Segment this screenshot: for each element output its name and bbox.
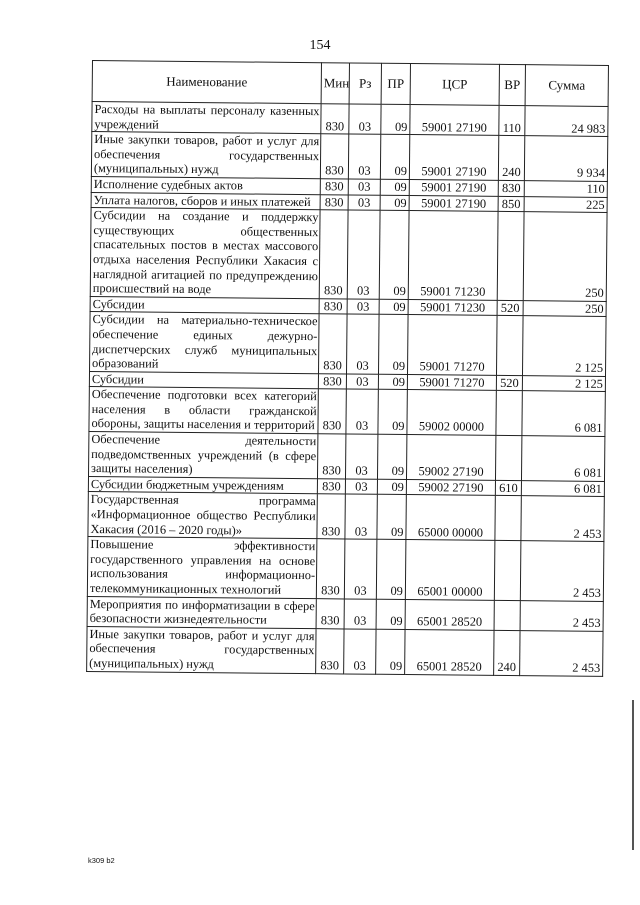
cell-pr: 09	[380, 134, 409, 179]
cell-csr: 59001 71230	[408, 211, 498, 300]
cell-vr: 830	[498, 180, 524, 196]
cell-pr: 09	[378, 374, 407, 390]
header-rz: Рз	[349, 63, 381, 104]
cell-rz: 03	[349, 104, 381, 134]
cell-rz: 03	[347, 299, 379, 315]
cell-vr: 520	[496, 375, 522, 391]
cell-min: 830	[319, 298, 347, 314]
cell-vr	[495, 435, 521, 480]
header-csr: ЦСР	[410, 64, 499, 106]
cell-sum: 110	[524, 181, 607, 197]
cell-name: Уплата налогов, сборов и иных платежей	[91, 192, 320, 210]
cell-name: Субсидии	[89, 371, 318, 389]
cell-min: 830	[319, 314, 348, 374]
cell-vr	[494, 600, 520, 630]
cell-vr: 850	[498, 196, 524, 212]
cell-sum: 6 081	[522, 391, 605, 437]
table-row	[91, 132, 607, 182]
cell-min: 830	[317, 494, 345, 539]
cell-vr: 240	[494, 630, 520, 675]
cell-name: Субсидии	[90, 296, 319, 314]
cell-rz: 03	[348, 195, 380, 211]
cell-vr: 520	[497, 300, 523, 316]
cell-min: 830	[321, 104, 349, 134]
cell-min: 830	[320, 134, 348, 179]
cell-rz: 03	[346, 374, 378, 390]
cell-csr: 59002 27190	[406, 435, 495, 481]
cell-csr: 65000 00000	[406, 495, 495, 541]
cell-vr: 240	[498, 136, 524, 181]
cell-rz: 03	[346, 389, 378, 434]
table-header-row	[92, 61, 608, 107]
cell-pr: 09	[378, 390, 407, 435]
header-sum: Сумма	[525, 65, 608, 107]
cell-vr	[495, 496, 521, 541]
cell-min: 830	[317, 434, 345, 479]
cell-sum: 2 125	[522, 316, 606, 376]
cell-sum: 250	[523, 212, 607, 301]
cell-csr: 59002 00000	[407, 390, 496, 436]
cell-csr: 59001 71270	[407, 374, 496, 390]
cell-name: Исполнение судебных актов	[91, 176, 320, 194]
cell-pr: 09	[378, 315, 408, 375]
cell-pr: 09	[377, 479, 406, 495]
cell-sum: 2 453	[520, 541, 604, 601]
cell-pr: 09	[377, 495, 406, 540]
cell-min: 830	[316, 628, 344, 673]
table-row	[89, 387, 605, 437]
cell-vr: 610	[495, 480, 521, 496]
cell-name: Иные закупки товаров, работ и услуг для обеспечения государственных (муниципальных) нужд	[91, 132, 320, 179]
header-pr: ПР	[381, 63, 410, 104]
cell-csr: 65001 00000	[405, 540, 495, 600]
header-name: Наименование	[92, 61, 321, 104]
cell-sum: 9 934	[524, 136, 607, 182]
cell-pr: 09	[376, 539, 406, 599]
cell-pr: 09	[377, 434, 406, 479]
cell-min: 830	[320, 179, 348, 195]
footer-code: k309 b2	[88, 856, 115, 865]
cell-rz: 03	[345, 479, 377, 495]
cell-name: Субсидии на материально-техническое обеспечение единых дежурно-диспетчерских служб муниципальных образований	[90, 312, 320, 374]
cell-name: Иные закупки товаров, работ и услуг для обеспечения государственных (муниципальных) нужд	[87, 626, 316, 673]
cell-vr	[494, 541, 521, 601]
cell-sum: 2 453	[521, 496, 604, 542]
cell-min: 830	[317, 479, 345, 495]
table-row	[89, 432, 605, 482]
table-row	[88, 492, 604, 542]
table-row	[92, 102, 608, 137]
cell-rz: 03	[348, 134, 380, 179]
cell-name: Обеспечение подготовки всех категорий населения в области гражданской обороны, защиты населения и территорий	[89, 387, 318, 434]
table-body	[87, 102, 608, 676]
cell-pr: 09	[376, 599, 405, 629]
cell-sum: 24 983	[525, 106, 608, 137]
table-row	[87, 626, 603, 676]
cell-name: Расходы на выплаты персоналу казенных учреждений	[92, 102, 321, 134]
cell-name: Мероприятия по информатизации в сфере безопасности жизнедеятельности	[87, 596, 316, 628]
cell-pr: 09	[381, 104, 410, 134]
cell-vr: 110	[499, 105, 525, 135]
cell-name: Государственная программа «Информационное общество Республики Хакасия (2016 – 2020 годы)»	[88, 492, 317, 539]
cell-pr: 09	[376, 629, 405, 674]
table-row	[90, 208, 607, 302]
cell-name: Субсидии на создание и поддержку существующих общественных спасательных постов в местах массового отдыха населения Республики Хакасия с наглядной агитацией по предупреждению происшествий на воде	[90, 208, 320, 299]
cell-csr: 59001 27190	[409, 180, 498, 196]
cell-sum: 2 453	[520, 600, 603, 631]
cell-csr: 59001 71230	[408, 299, 497, 315]
cell-min: 830	[318, 373, 346, 389]
page-number: 154	[309, 38, 331, 53]
header-min: Мин	[321, 63, 349, 104]
cell-csr: 59001 27190	[409, 135, 498, 181]
table-row	[87, 596, 603, 631]
cell-sum: 225	[524, 196, 607, 212]
scan-edge-mark	[632, 700, 634, 850]
cell-pr: 09	[380, 195, 409, 211]
cell-min: 830	[316, 539, 345, 599]
table-row	[87, 537, 604, 601]
cell-csr: 65001 28520	[405, 629, 494, 675]
cell-csr: 59001 27190	[410, 105, 499, 136]
cell-rz: 03	[344, 599, 376, 629]
budget-table	[86, 60, 609, 676]
cell-min: 830	[318, 389, 346, 434]
cell-rz: 03	[347, 314, 380, 374]
cell-vr	[496, 391, 522, 436]
cell-rz: 03	[344, 629, 376, 674]
cell-rz: 03	[345, 434, 377, 479]
table-row	[90, 312, 607, 376]
cell-sum: 6 081	[521, 436, 604, 482]
cell-name: Субсидии бюджетным учреждениям	[88, 476, 317, 494]
header-vr: ВР	[499, 64, 525, 105]
cell-rz: 03	[344, 539, 377, 599]
cell-csr: 59002 27190	[406, 479, 495, 495]
cell-min: 830	[319, 210, 348, 299]
cell-pr: 09	[380, 179, 409, 195]
cell-sum: 2 453	[520, 630, 603, 676]
cell-name: Обеспечение деятельности подведомственных учреждений (в сфере защиты населения)	[89, 432, 318, 479]
cell-csr: 65001 28520	[405, 599, 494, 630]
cell-vr	[496, 316, 523, 376]
budget-table-wrapper	[86, 60, 608, 676]
cell-rz: 03	[348, 179, 380, 195]
cell-rz: 03	[347, 210, 380, 299]
cell-csr: 59001 27190	[409, 195, 498, 211]
cell-name: Повышение эффективности государственного управления на основе использования информационно-телекоммуникационных технологий	[87, 537, 317, 599]
cell-vr	[497, 212, 524, 301]
cell-csr: 59001 71270	[407, 315, 497, 375]
cell-pr: 09	[379, 210, 409, 299]
cell-pr: 09	[379, 299, 408, 315]
cell-rz: 03	[345, 494, 377, 539]
cell-min: 830	[316, 598, 344, 628]
cell-sum: 6 081	[521, 480, 604, 496]
cell-min: 830	[320, 194, 348, 210]
cell-sum: 2 125	[522, 375, 605, 391]
cell-sum: 250	[523, 300, 606, 316]
